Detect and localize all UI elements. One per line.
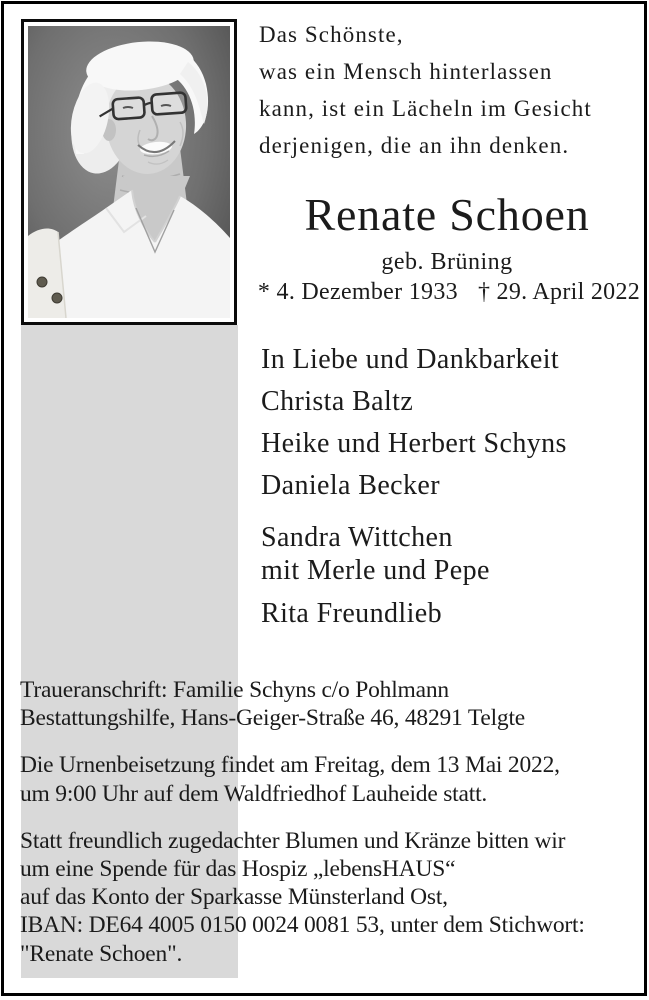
quote-line: kann, ist ein Lächeln im Gesicht xyxy=(259,96,592,121)
mourning-address xyxy=(20,676,644,732)
donation-line: IBAN: DE64 4005 0150 0024 0081 53, unter dem Stichwort: xyxy=(20,912,585,939)
mourner-name: Daniela Becker xyxy=(261,470,440,501)
birth-date: * 4. Dezember 1933 xyxy=(257,279,458,305)
address-line: Bestattungshilfe, Hans-Geiger-Straße 46, 48291 Telgte xyxy=(20,705,526,732)
mourner-name: mit Merle und Pepe xyxy=(261,555,490,586)
donation-line: um eine Spende für das Hospiz „lebensHAUS“ xyxy=(20,856,456,883)
mourners-intro: In Liebe und Dankbarkeit xyxy=(261,344,560,375)
memorial-quote xyxy=(259,16,639,164)
burial-info xyxy=(20,751,644,807)
mourner-name: Sandra Wittchen xyxy=(261,522,453,553)
maiden-name: geb. Brüning xyxy=(381,249,513,275)
memorial-photo-frame xyxy=(21,19,237,325)
donation-line: "Renate Schoen". xyxy=(20,940,183,967)
quote-line: Das Schönste, xyxy=(259,22,404,47)
donation-line: auf das Konto der Sparkasse Münsterland Ost, xyxy=(20,884,448,911)
quote-line: was ein Mensch hinterlassen xyxy=(259,59,553,84)
address-line: Traueranschrift: Familie Schyns c/o Pohlmann xyxy=(20,677,449,703)
mourner-name: Rita Freundlieb xyxy=(261,598,442,629)
portrait-photo xyxy=(28,26,230,318)
donation-info xyxy=(20,827,644,968)
burial-line: um 9:00 Uhr auf dem Waldfriedhof Lauheide statt. xyxy=(20,780,488,807)
death-date: † 29. April 2022 xyxy=(477,279,641,305)
mourner-name: Heike und Herbert Schyns xyxy=(261,428,567,459)
funeral-details xyxy=(20,676,644,987)
donation-line: Statt freundlich zugedachter Blumen und Kränze bitten wir xyxy=(20,827,566,854)
burial-line: Die Urnenbeisetzung findet am Freitag, dem 13 Mai 2022, xyxy=(20,752,560,779)
mourner-name: Christa Baltz xyxy=(261,386,414,417)
deceased-name: Renate Schoen xyxy=(304,189,590,240)
mourners-list xyxy=(261,339,641,635)
life-dates xyxy=(259,277,639,307)
quote-line: derjenigen, die an ihn denken. xyxy=(259,133,570,158)
